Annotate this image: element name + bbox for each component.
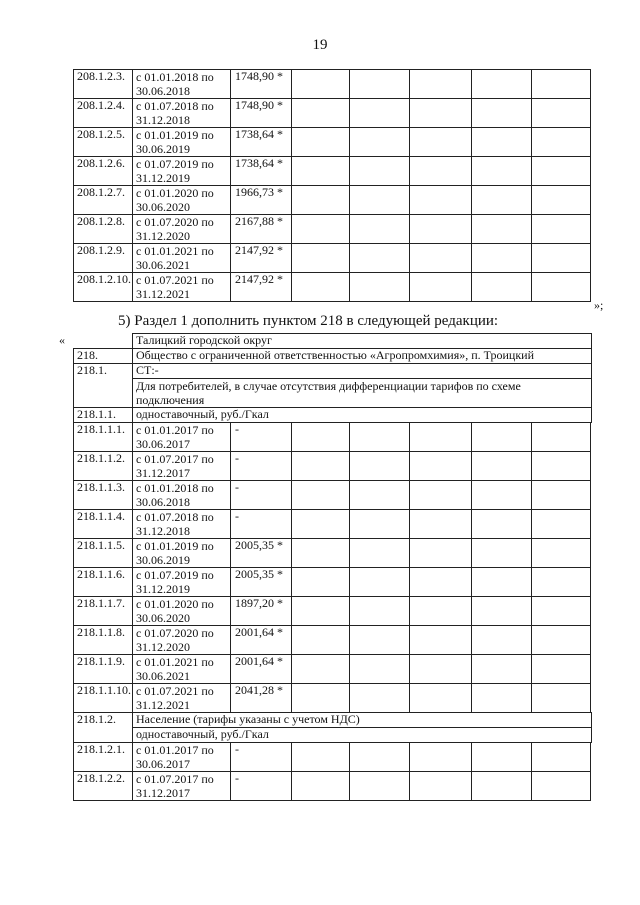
page-number: 19 bbox=[312, 37, 328, 53]
empty-cell bbox=[472, 244, 532, 273]
empty-cell bbox=[292, 215, 350, 244]
empty-cell bbox=[472, 70, 532, 99]
empty-cell bbox=[532, 743, 591, 772]
row-price: 1738,64 * bbox=[231, 128, 292, 157]
empty-cell bbox=[472, 597, 532, 626]
row-price: 2147,92 * bbox=[231, 273, 292, 302]
row-price: - bbox=[231, 743, 292, 772]
row-period: с 01.07.2020 по 31.12.2020 bbox=[133, 626, 231, 655]
row-period: с 01.07.2021 по 31.12.2021 bbox=[133, 684, 231, 713]
empty-cell bbox=[532, 423, 591, 452]
table-row bbox=[74, 99, 592, 128]
row-number: 208.1.2.3. bbox=[74, 70, 133, 99]
spacer-cell bbox=[591, 626, 592, 655]
empty-cell bbox=[532, 539, 591, 568]
row-period: с 01.07.2018 по 31.12.2018 bbox=[133, 99, 231, 128]
row-number: 218.1.1.3. bbox=[74, 481, 133, 510]
empty-cell bbox=[472, 157, 532, 186]
empty-cell bbox=[350, 510, 410, 539]
empty-cell bbox=[472, 273, 532, 302]
empty-cell bbox=[532, 597, 591, 626]
empty-cell bbox=[350, 597, 410, 626]
row-period: с 01.07.2020 по 31.12.2020 bbox=[133, 215, 231, 244]
row-price: 1748,90 * bbox=[231, 99, 292, 128]
empty-cell bbox=[472, 568, 532, 597]
empty-cell bbox=[350, 568, 410, 597]
empty-cell bbox=[292, 655, 350, 684]
table-row bbox=[74, 743, 592, 772]
row-price: 2005,35 * bbox=[231, 539, 292, 568]
row-number: 218.1.2.2. bbox=[74, 772, 133, 801]
empty-cell bbox=[472, 215, 532, 244]
row-number: 208.1.2.10. bbox=[74, 273, 133, 302]
empty-cell bbox=[292, 743, 350, 772]
empty-cell bbox=[472, 423, 532, 452]
empty-cell bbox=[472, 772, 532, 801]
population-single-rate-label: одноставочный, руб./Гкал bbox=[133, 728, 592, 743]
empty-cell bbox=[350, 743, 410, 772]
empty-cell bbox=[532, 655, 591, 684]
row-period: с 01.01.2018 по 30.06.2018 bbox=[133, 481, 231, 510]
row-price: 1966,73 * bbox=[231, 186, 292, 215]
row-number: 218.1.1.9. bbox=[74, 655, 133, 684]
spacer-cell bbox=[591, 510, 592, 539]
row-period: с 01.01.2018 по 30.06.2018 bbox=[133, 70, 231, 99]
org-number: 218. bbox=[74, 349, 133, 364]
spacer-cell bbox=[591, 452, 592, 481]
empty-cell bbox=[292, 481, 350, 510]
row-period: с 01.01.2020 по 30.06.2020 bbox=[133, 186, 231, 215]
spacer-cell bbox=[591, 539, 592, 568]
empty-cell bbox=[472, 481, 532, 510]
empty-cell bbox=[532, 568, 591, 597]
empty-cell bbox=[532, 215, 591, 244]
population-number: 218.1.2. bbox=[74, 713, 133, 743]
table-row bbox=[74, 215, 592, 244]
empty-cell bbox=[410, 99, 472, 128]
table-row bbox=[74, 655, 592, 684]
row-number: 218.1.1.4. bbox=[74, 510, 133, 539]
table-row bbox=[74, 568, 592, 597]
empty-cell bbox=[532, 273, 591, 302]
spacer-cell bbox=[591, 481, 592, 510]
empty-cell bbox=[292, 539, 350, 568]
tariff-table-continued bbox=[73, 69, 592, 302]
tariff-table-218 bbox=[73, 333, 592, 801]
table-row bbox=[74, 684, 592, 713]
empty-cell bbox=[292, 186, 350, 215]
region-header: Талицкий городской округ bbox=[133, 334, 592, 349]
empty-cell bbox=[410, 481, 472, 510]
st-label: СТ:- bbox=[133, 364, 592, 379]
table-row bbox=[74, 452, 592, 481]
empty-cell bbox=[292, 244, 350, 273]
spacer-cell bbox=[591, 273, 592, 302]
empty-cell bbox=[350, 772, 410, 801]
empty-cell bbox=[292, 626, 350, 655]
table-row bbox=[74, 128, 592, 157]
empty-cell bbox=[292, 157, 350, 186]
empty-cell bbox=[350, 215, 410, 244]
empty-cell bbox=[292, 510, 350, 539]
empty-cell bbox=[410, 626, 472, 655]
row-number: 208.1.2.9. bbox=[74, 244, 133, 273]
empty-cell bbox=[350, 128, 410, 157]
row-number: 218.1.2.1. bbox=[74, 743, 133, 772]
spacer-cell bbox=[591, 70, 592, 99]
empty-cell bbox=[410, 684, 472, 713]
row-number: 208.1.2.4. bbox=[74, 99, 133, 128]
table-row bbox=[74, 510, 592, 539]
empty-cell bbox=[472, 684, 532, 713]
empty-cell bbox=[472, 626, 532, 655]
empty-cell bbox=[532, 626, 591, 655]
row-period: с 01.07.2019 по 31.12.2019 bbox=[133, 157, 231, 186]
org-name: Общество с ограниченной ответственностью «Агропромхимия», п. Троицкий bbox=[133, 349, 592, 364]
empty-cell bbox=[472, 655, 532, 684]
spacer-cell bbox=[591, 772, 592, 801]
table-row bbox=[74, 157, 592, 186]
empty-cell bbox=[350, 539, 410, 568]
table-row bbox=[74, 626, 592, 655]
empty-cell bbox=[410, 743, 472, 772]
spacer-cell bbox=[591, 244, 592, 273]
empty-cell bbox=[532, 186, 591, 215]
row-period: с 01.01.2021 по 30.06.2021 bbox=[133, 655, 231, 684]
row-period: с 01.07.2019 по 31.12.2019 bbox=[133, 568, 231, 597]
row-period: с 01.07.2021 по 31.12.2021 bbox=[133, 273, 231, 302]
consumers-note: Для потребителей, в случае отсутствия дифференциации тарифов по схеме подключения bbox=[133, 379, 592, 408]
row-price: 1897,20 * bbox=[231, 597, 292, 626]
single-rate-number: 218.1.1. bbox=[74, 408, 133, 423]
row-number: 218.1.1.10. bbox=[74, 684, 133, 713]
empty-cell bbox=[350, 244, 410, 273]
empty-cell bbox=[532, 684, 591, 713]
empty-cell bbox=[410, 510, 472, 539]
empty-cell bbox=[532, 70, 591, 99]
empty-cell bbox=[532, 510, 591, 539]
empty-cell bbox=[350, 655, 410, 684]
empty-cell bbox=[472, 539, 532, 568]
row-number: 218.1.1.2. bbox=[74, 452, 133, 481]
empty-cell bbox=[410, 244, 472, 273]
empty-cell bbox=[410, 186, 472, 215]
row-price: - bbox=[231, 423, 292, 452]
empty-cell bbox=[410, 423, 472, 452]
table-row bbox=[74, 186, 592, 215]
spacer-cell bbox=[591, 743, 592, 772]
row-number: 208.1.2.5. bbox=[74, 128, 133, 157]
empty-cell bbox=[472, 743, 532, 772]
spacer-cell bbox=[591, 99, 592, 128]
table-row bbox=[74, 539, 592, 568]
empty-cell bbox=[410, 568, 472, 597]
empty-cell bbox=[410, 597, 472, 626]
row-period: с 01.01.2021 по 30.06.2021 bbox=[133, 244, 231, 273]
row-number: 208.1.2.7. bbox=[74, 186, 133, 215]
spacer-cell bbox=[591, 597, 592, 626]
row-number: 208.1.2.6. bbox=[74, 157, 133, 186]
table-row bbox=[74, 597, 592, 626]
empty-cell bbox=[410, 772, 472, 801]
table-row bbox=[74, 273, 592, 302]
empty-cell bbox=[410, 128, 472, 157]
row-period: с 01.07.2017 по 31.12.2017 bbox=[133, 452, 231, 481]
empty-cell bbox=[292, 568, 350, 597]
empty-cell bbox=[410, 215, 472, 244]
empty-cell bbox=[350, 684, 410, 713]
empty-cell bbox=[292, 273, 350, 302]
empty-cell bbox=[292, 597, 350, 626]
row-price: 2041,28 * bbox=[231, 684, 292, 713]
table-row bbox=[74, 423, 592, 452]
spacer-cell bbox=[591, 655, 592, 684]
closing-quote-mark: »; bbox=[594, 298, 604, 312]
empty-cell bbox=[472, 186, 532, 215]
single-rate-label: одноставочный, руб./Гкал bbox=[133, 408, 592, 423]
empty-cell bbox=[410, 157, 472, 186]
row-number: 208.1.2.8. bbox=[74, 215, 133, 244]
row-period: с 01.01.2017 по 30.06.2017 bbox=[133, 743, 231, 772]
st-number: 218.1. bbox=[74, 364, 133, 408]
row-number: 218.1.1.7. bbox=[74, 597, 133, 626]
empty-cell bbox=[472, 452, 532, 481]
empty-cell bbox=[350, 481, 410, 510]
empty-cell bbox=[410, 452, 472, 481]
spacer-cell bbox=[591, 684, 592, 713]
spacer-cell bbox=[591, 128, 592, 157]
empty-cell bbox=[350, 70, 410, 99]
amendment-heading: 5) Раздел 1 дополнить пунктом 218 в следующей редакции: bbox=[118, 313, 499, 329]
row-price: 2001,64 * bbox=[231, 626, 292, 655]
row-period: с 01.01.2017 по 30.06.2017 bbox=[133, 423, 231, 452]
row-price: 1748,90 * bbox=[231, 70, 292, 99]
row-price: - bbox=[231, 481, 292, 510]
table-row bbox=[74, 244, 592, 273]
empty-cell bbox=[350, 273, 410, 302]
spacer-cell bbox=[591, 186, 592, 215]
row-price: - bbox=[231, 452, 292, 481]
empty-cell bbox=[350, 626, 410, 655]
empty-cell bbox=[292, 684, 350, 713]
row-number: 218.1.1.1. bbox=[74, 423, 133, 452]
empty-cell bbox=[472, 128, 532, 157]
row-period: с 01.07.2017 по 31.12.2017 bbox=[133, 772, 231, 801]
row-number: 218.1.1.8. bbox=[74, 626, 133, 655]
table-row bbox=[74, 481, 592, 510]
empty-cell bbox=[292, 452, 350, 481]
spacer-cell bbox=[591, 215, 592, 244]
row-number: 218.1.1.6. bbox=[74, 568, 133, 597]
empty-cell bbox=[472, 510, 532, 539]
empty-cell bbox=[350, 99, 410, 128]
population-label: Население (тарифы указаны с учетом НДС) bbox=[133, 713, 592, 728]
opening-quote-mark: « bbox=[59, 333, 65, 347]
table-row bbox=[74, 772, 592, 801]
empty-cell bbox=[410, 655, 472, 684]
empty-cell bbox=[292, 128, 350, 157]
empty-cell bbox=[410, 273, 472, 302]
row-price: - bbox=[231, 772, 292, 801]
empty-cell bbox=[532, 99, 591, 128]
empty-cell bbox=[532, 481, 591, 510]
empty-cell bbox=[292, 70, 350, 99]
row-period: с 01.07.2018 по 31.12.2018 bbox=[133, 510, 231, 539]
empty-cell bbox=[350, 157, 410, 186]
row-price: - bbox=[231, 510, 292, 539]
empty-cell bbox=[532, 772, 591, 801]
spacer-cell bbox=[591, 157, 592, 186]
empty-cell bbox=[350, 423, 410, 452]
row-period: с 01.01.2020 по 30.06.2020 bbox=[133, 597, 231, 626]
empty-cell bbox=[410, 70, 472, 99]
empty-cell bbox=[410, 539, 472, 568]
empty-cell bbox=[292, 772, 350, 801]
empty-cell bbox=[292, 99, 350, 128]
empty-cell bbox=[532, 452, 591, 481]
row-price: 2167,88 * bbox=[231, 215, 292, 244]
row-price: 1738,64 * bbox=[231, 157, 292, 186]
row-number: 218.1.1.5. bbox=[74, 539, 133, 568]
empty-cell bbox=[350, 452, 410, 481]
row-period: с 01.01.2019 по 30.06.2019 bbox=[133, 539, 231, 568]
empty-cell bbox=[292, 423, 350, 452]
spacer-cell bbox=[591, 423, 592, 452]
row-price: 2147,92 * bbox=[231, 244, 292, 273]
empty-cell bbox=[532, 244, 591, 273]
empty-cell bbox=[472, 99, 532, 128]
spacer-cell bbox=[591, 568, 592, 597]
empty-cell bbox=[532, 157, 591, 186]
empty-cell bbox=[350, 186, 410, 215]
row-price: 2005,35 * bbox=[231, 568, 292, 597]
row-price: 2001,64 * bbox=[231, 655, 292, 684]
table-row bbox=[74, 70, 592, 99]
empty-cell bbox=[532, 128, 591, 157]
row-period: с 01.01.2019 по 30.06.2019 bbox=[133, 128, 231, 157]
